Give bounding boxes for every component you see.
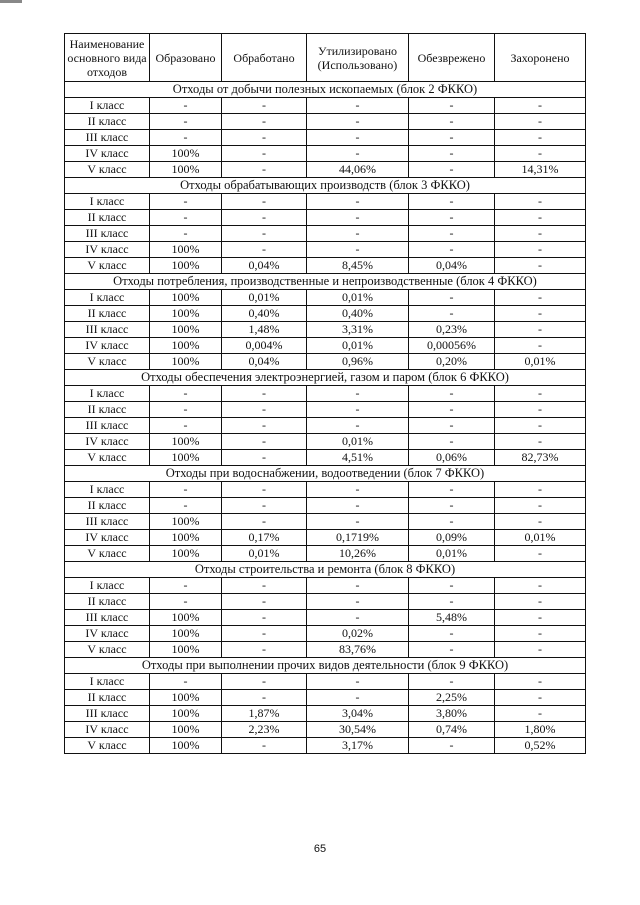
neutralized-cell: - [409,738,495,754]
neutralized-cell: 0,04% [409,258,495,274]
utilized-cell: - [307,482,409,498]
neutralized-cell: - [409,194,495,210]
header-waste-type: Наименование основного вида отходов [65,34,150,82]
table-row [65,242,586,258]
page-number: 65 [313,843,327,855]
buried-cell: - [495,674,586,690]
buried-cell: - [495,258,586,274]
section-title-row [65,370,586,386]
buried-cell: - [495,482,586,498]
buried-cell: 82,73% [495,450,586,466]
class-cell: III класс [65,322,150,338]
table-row [65,386,586,402]
processed-cell: - [222,498,307,514]
table-row [65,434,586,450]
buried-cell: - [495,242,586,258]
neutralized-cell: - [409,226,495,242]
table-row [65,594,586,610]
neutralized-cell: 3,80% [409,706,495,722]
class-cell: I класс [65,290,150,306]
utilized-cell: 0,01% [307,290,409,306]
generated-cell: 100% [150,610,222,626]
utilized-cell: 3,17% [307,738,409,754]
utilized-cell: - [307,594,409,610]
table-row [65,498,586,514]
buried-cell: 0,01% [495,354,586,370]
generated-cell: - [150,226,222,242]
class-cell: IV класс [65,722,150,738]
buried-cell: - [495,610,586,626]
utilized-cell: - [307,98,409,114]
utilized-cell: 0,01% [307,338,409,354]
processed-cell: 1,87% [222,706,307,722]
table-row [65,338,586,354]
table-row [65,642,586,658]
neutralized-cell: - [409,626,495,642]
neutralized-cell: - [409,162,495,178]
neutralized-cell: 0,00056% [409,338,495,354]
generated-cell: - [150,114,222,130]
utilized-cell: - [307,146,409,162]
utilized-cell: - [307,194,409,210]
utilized-cell: 8,45% [307,258,409,274]
processed-cell: 0,01% [222,290,307,306]
header-processed: Обработано [222,34,307,82]
neutralized-cell: 0,74% [409,722,495,738]
table-row [65,418,586,434]
neutralized-cell: 0,23% [409,322,495,338]
table-row [65,402,586,418]
processed-cell: - [222,386,307,402]
neutralized-cell: - [409,210,495,226]
buried-cell: - [495,146,586,162]
class-cell: II класс [65,402,150,418]
utilized-cell: - [307,610,409,626]
utilized-cell: - [307,402,409,418]
generated-cell: - [150,578,222,594]
generated-cell: 100% [150,530,222,546]
processed-cell: - [222,578,307,594]
generated-cell: - [150,402,222,418]
utilized-cell: 44,06% [307,162,409,178]
header-buried: Захоронено [495,34,586,82]
processed-cell: 0,004% [222,338,307,354]
buried-cell: - [495,498,586,514]
generated-cell: - [150,194,222,210]
section-title: Отходы обрабатывающих производств (блок 3 ФККО) [65,178,586,194]
section-title-row [65,658,586,674]
generated-cell: 100% [150,514,222,530]
table-row [65,130,586,146]
section-title-row [65,274,586,290]
utilized-cell: 0,02% [307,626,409,642]
processed-cell: - [222,194,307,210]
table-row [65,322,586,338]
buried-cell: - [495,306,586,322]
section-title: Отходы строительства и ремонта (блок 8 ФККО) [65,562,586,578]
neutralized-cell: 5,48% [409,610,495,626]
class-cell: I класс [65,578,150,594]
buried-cell: - [495,114,586,130]
utilized-cell: - [307,386,409,402]
header-generated: Образовано [150,34,222,82]
generated-cell: - [150,98,222,114]
class-cell: I класс [65,98,150,114]
neutralized-cell: - [409,594,495,610]
buried-cell: - [495,578,586,594]
processed-cell: - [222,690,307,706]
neutralized-cell: - [409,498,495,514]
neutralized-cell: - [409,242,495,258]
generated-cell: 100% [150,642,222,658]
class-cell: IV класс [65,626,150,642]
table-row [65,354,586,370]
class-cell: II класс [65,306,150,322]
buried-cell: - [495,690,586,706]
class-cell: IV класс [65,338,150,354]
neutralized-cell: 0,20% [409,354,495,370]
class-cell: III класс [65,610,150,626]
neutralized-cell: - [409,482,495,498]
class-cell: V класс [65,258,150,274]
processed-cell: - [222,210,307,226]
utilized-cell: - [307,114,409,130]
section-title-row [65,466,586,482]
neutralized-cell: 0,06% [409,450,495,466]
section-title-row [65,82,586,98]
waste-statistics-table [64,33,586,754]
processed-cell: 0,17% [222,530,307,546]
processed-cell: - [222,626,307,642]
processed-cell: - [222,610,307,626]
processed-cell: - [222,242,307,258]
generated-cell: 100% [150,290,222,306]
table-body [65,82,586,754]
table-row [65,690,586,706]
neutralized-cell: - [409,434,495,450]
section-title: Отходы при водоснабжении, водоотведении (блок 7 ФККО) [65,466,586,482]
section-title: Отходы обеспечения электроэнергией, газом и паром (блок 6 ФККО) [65,370,586,386]
neutralized-cell: 0,09% [409,530,495,546]
table-row [65,706,586,722]
neutralized-cell: - [409,514,495,530]
table-row [65,194,586,210]
neutralized-cell: - [409,290,495,306]
class-cell: III класс [65,514,150,530]
buried-cell: - [495,626,586,642]
processed-cell: - [222,114,307,130]
table-row [65,226,586,242]
class-cell: III класс [65,130,150,146]
buried-cell: - [495,594,586,610]
neutralized-cell: - [409,386,495,402]
class-cell: IV класс [65,434,150,450]
processed-cell: - [222,162,307,178]
class-cell: II класс [65,210,150,226]
neutralized-cell: - [409,578,495,594]
class-cell: IV класс [65,242,150,258]
utilized-cell: - [307,578,409,594]
generated-cell: 100% [150,626,222,642]
buried-cell: - [495,226,586,242]
utilized-cell: 10,26% [307,546,409,562]
utilized-cell: 0,01% [307,434,409,450]
neutralized-cell: - [409,402,495,418]
utilized-cell: - [307,130,409,146]
processed-cell: 0,04% [222,354,307,370]
buried-cell: - [495,322,586,338]
buried-cell: - [495,402,586,418]
neutralized-cell: - [409,642,495,658]
processed-cell: - [222,418,307,434]
buried-cell: 0,01% [495,530,586,546]
buried-cell: 0,52% [495,738,586,754]
class-cell: II класс [65,594,150,610]
processed-cell: 2,23% [222,722,307,738]
section-title: Отходы при выполнении прочих видов деятельности (блок 9 ФККО) [65,658,586,674]
table-row [65,514,586,530]
section-title: Отходы от добычи полезных ископаемых (блок 2 ФККО) [65,82,586,98]
neutralized-cell: - [409,114,495,130]
class-cell: IV класс [65,530,150,546]
utilized-cell: 4,51% [307,450,409,466]
processed-cell: 0,40% [222,306,307,322]
processed-cell: - [222,146,307,162]
processed-cell: - [222,402,307,418]
utilized-cell: 83,76% [307,642,409,658]
table-row [65,162,586,178]
generated-cell: 100% [150,738,222,754]
table-row [65,146,586,162]
table-row [65,258,586,274]
table-row [65,674,586,690]
utilized-cell: - [307,674,409,690]
buried-cell: 1,80% [495,722,586,738]
neutralized-cell: - [409,418,495,434]
buried-cell: - [495,514,586,530]
buried-cell: - [495,338,586,354]
class-cell: I класс [65,482,150,498]
class-cell: II класс [65,690,150,706]
class-cell: I класс [65,386,150,402]
table-row [65,530,586,546]
table-row [65,482,586,498]
processed-cell: - [222,434,307,450]
generated-cell: 100% [150,706,222,722]
processed-cell: - [222,594,307,610]
generated-cell: 100% [150,338,222,354]
buried-cell: - [495,546,586,562]
neutralized-cell: 0,01% [409,546,495,562]
table-row [65,450,586,466]
utilized-cell: - [307,242,409,258]
generated-cell: 100% [150,434,222,450]
table-row [65,626,586,642]
processed-cell: 0,01% [222,546,307,562]
processed-cell: - [222,130,307,146]
table-row [65,306,586,322]
utilized-cell: 3,31% [307,322,409,338]
generated-cell: 100% [150,322,222,338]
class-cell: I класс [65,194,150,210]
generated-cell: - [150,210,222,226]
neutralized-cell: - [409,130,495,146]
processed-cell: 1,48% [222,322,307,338]
generated-cell: 100% [150,690,222,706]
table-row [65,98,586,114]
generated-cell: - [150,482,222,498]
table-row [65,610,586,626]
class-cell: V класс [65,546,150,562]
generated-cell: - [150,130,222,146]
header-utilized: Утилизировано (Использовано) [307,34,409,82]
generated-cell: - [150,418,222,434]
class-cell: III класс [65,706,150,722]
generated-cell: 100% [150,722,222,738]
table-header-row [65,34,586,82]
generated-cell: 100% [150,258,222,274]
class-cell: I класс [65,674,150,690]
utilized-cell: - [307,418,409,434]
utilized-cell: 30,54% [307,722,409,738]
table-row [65,114,586,130]
class-cell: II класс [65,114,150,130]
buried-cell: - [495,642,586,658]
class-cell: III класс [65,226,150,242]
generated-cell: - [150,386,222,402]
generated-cell: 100% [150,146,222,162]
class-cell: V класс [65,642,150,658]
utilized-cell: 0,40% [307,306,409,322]
neutralized-cell: - [409,674,495,690]
buried-cell: - [495,418,586,434]
buried-cell: - [495,194,586,210]
processed-cell: - [222,226,307,242]
generated-cell: 100% [150,546,222,562]
processed-cell: - [222,738,307,754]
utilized-cell: - [307,690,409,706]
class-cell: II класс [65,498,150,514]
buried-cell: - [495,130,586,146]
utilized-cell: - [307,498,409,514]
generated-cell: - [150,594,222,610]
processed-cell: - [222,450,307,466]
utilized-cell: - [307,514,409,530]
generated-cell: 100% [150,306,222,322]
table-row [65,290,586,306]
neutralized-cell: - [409,146,495,162]
buried-cell: - [495,706,586,722]
buried-cell: - [495,210,586,226]
utilized-cell: - [307,226,409,242]
buried-cell: - [495,98,586,114]
processed-cell: - [222,98,307,114]
table-row [65,738,586,754]
utilized-cell: 3,04% [307,706,409,722]
processed-cell: - [222,674,307,690]
section-title-row [65,562,586,578]
buried-cell: - [495,434,586,450]
generated-cell: 100% [150,450,222,466]
class-cell: V класс [65,162,150,178]
class-cell: V класс [65,354,150,370]
section-title-row [65,178,586,194]
header-neutralized: Обезврежено [409,34,495,82]
table-row [65,578,586,594]
generated-cell: - [150,674,222,690]
processed-cell: - [222,482,307,498]
buried-cell: - [495,290,586,306]
neutralized-cell: 2,25% [409,690,495,706]
class-cell: III класс [65,418,150,434]
processed-cell: - [222,514,307,530]
neutralized-cell: - [409,306,495,322]
table-row [65,722,586,738]
utilized-cell: - [307,210,409,226]
neutralized-cell: - [409,98,495,114]
buried-cell: - [495,386,586,402]
table-row [65,210,586,226]
utilized-cell: 0,1719% [307,530,409,546]
processed-cell: - [222,642,307,658]
generated-cell: 100% [150,162,222,178]
class-cell: V класс [65,450,150,466]
buried-cell: 14,31% [495,162,586,178]
section-title: Отходы потребления, производственные и непроизводственные (блок 4 ФККО) [65,274,586,290]
class-cell: V класс [65,738,150,754]
scan-corner-mark [0,0,22,3]
generated-cell: 100% [150,354,222,370]
generated-cell: 100% [150,242,222,258]
utilized-cell: 0,96% [307,354,409,370]
table-row [65,546,586,562]
class-cell: IV класс [65,146,150,162]
generated-cell: - [150,498,222,514]
processed-cell: 0,04% [222,258,307,274]
